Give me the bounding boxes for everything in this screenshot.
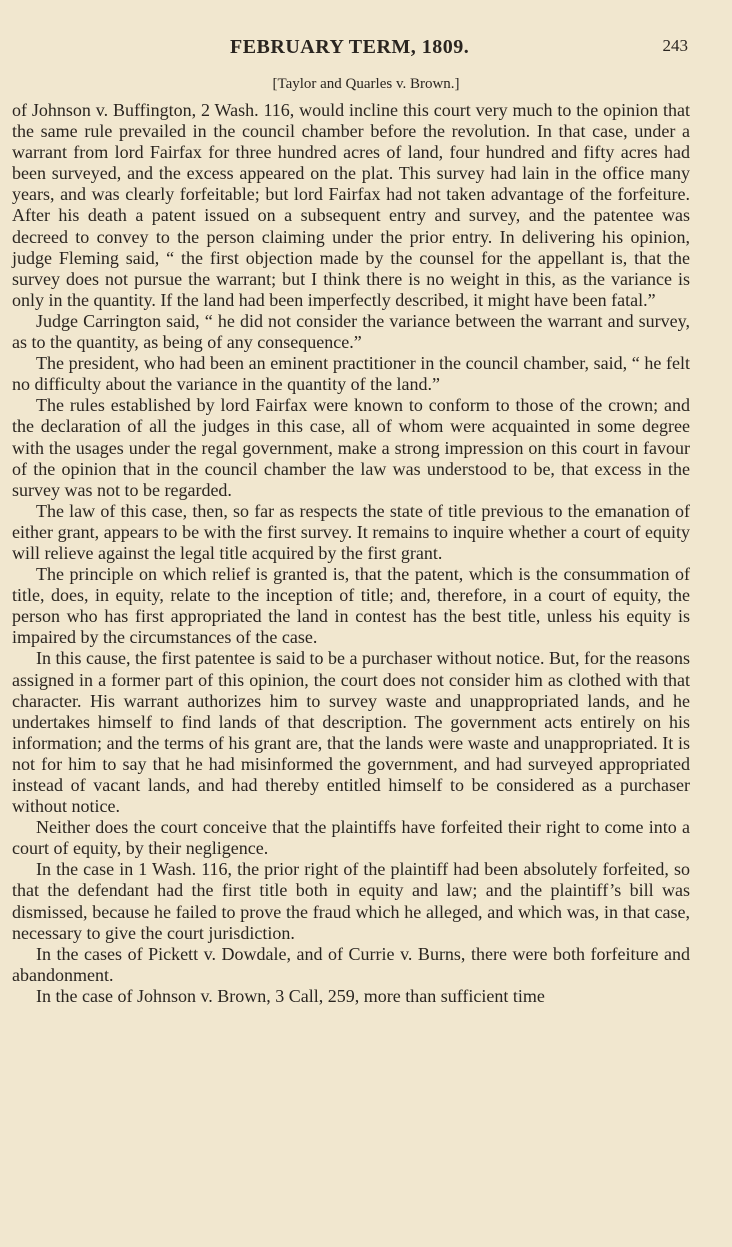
paragraph: In the cases of Pickett v. Dowdale, and of Currie v. Burns, there were both forfeiture and abandonment. — [12, 943, 690, 985]
paragraph: Neither does the court conceive that the plaintiffs have forfeited their right to come into a court of equity, by their negligence. — [12, 817, 690, 859]
body-text — [12, 100, 690, 1007]
paragraph: In the case in 1 Wash. 116, the prior right of the plaintiff had been absolutely forfeited, so that the defendant had the first title both in equity and law; and the plaintiff’s bill was dismissed, because he failed to prove the fraud which he alleged, and which was, in that case, necessary to give the court jurisdiction. — [12, 859, 690, 943]
case-reference: [Taylor and Quarles v. Brown.] — [272, 76, 460, 92]
paragraph: of Johnson v. Buffington, 2 Wash. 116, would incline this court very much to the opinion that the same rule prevailed in the council chamber before the revolution. In that case, under a warrant from lord Fairfax for three hundred acres of land, four hundred and fifty acres had been surveyed, and the excess appeared on the plat. This survey had lain in the office many years, and was clearly forfeitable; but lord Fairfax had not taken advantage of the forfeiture. After his death a patent issued on a subsequent entry and survey, and the patentee was decreed to convey to the person claiming under the prior entry. In delivering his opinion, judge Fleming said, “ the first objection made by the counsel for the appellant is, that the survey does not pursue the warrant; but I think there is no weight in this, as the variance is only in the quantity. If the land had been imperfectly described, it might have been fatal.” — [12, 100, 690, 310]
paragraph: In the case of Johnson v. Brown, 3 Call, 259, more than sufficient time — [36, 985, 545, 1006]
paragraph: The principle on which relief is granted is, that the patent, which is the consummation of title, does, in equity, relate to the inception of title; and, therefore, in a court of equity, the person who has first appropriated the land in contest has the best title, unless his equity is impaired by the circumstances of the case. — [12, 564, 690, 648]
paragraph: The rules established by lord Fairfax were known to conform to those of the crown; and the declaration of all the judges in this case, all of whom were acquainted in some degree with the usages under the regal government, make a strong impression on this court in favour of the opinion that in the council chamber the law was understood to be, that excess in the survey was not to be regarded. — [12, 395, 690, 500]
page-header — [0, 36, 732, 66]
paragraph: Judge Carrington said, “ he did not consider the variance between the warrant and survey, as to the quantity, as being of any consequence.” — [12, 310, 690, 353]
paragraph: The law of this case, then, so far as respects the state of title previous to the emanation of either grant, appears to be with the first survey. It remains to inquire whether a court of equity will relieve against the legal title acquired by the first grant. — [12, 500, 690, 563]
paragraph: The president, who had been an eminent practitioner in the council chamber, said, “ he felt no difficulty about the variance in the quantity of the land.” — [12, 353, 690, 395]
running-title: FEBRUARY TERM, 1809. — [230, 36, 470, 58]
page-number: 243 — [662, 36, 688, 55]
paragraph: In this cause, the first patentee is said to be a purchaser without notice. But, for the reasons assigned in a former part of this opinion, the court does not consider him as clothed with that character. His warrant authorizes him to survey waste and unappropriated lands, and he undertakes himself to find lands of that description. The government acts entirely on his information; and the terms of his grant are, that the lands were waste and unappropriated. It is not for him to say that he had misinformed the government, and had surveyed appropriated instead of vacant lands, and had thereby entitled himself to be considered as a purchaser without notice. — [12, 648, 690, 817]
